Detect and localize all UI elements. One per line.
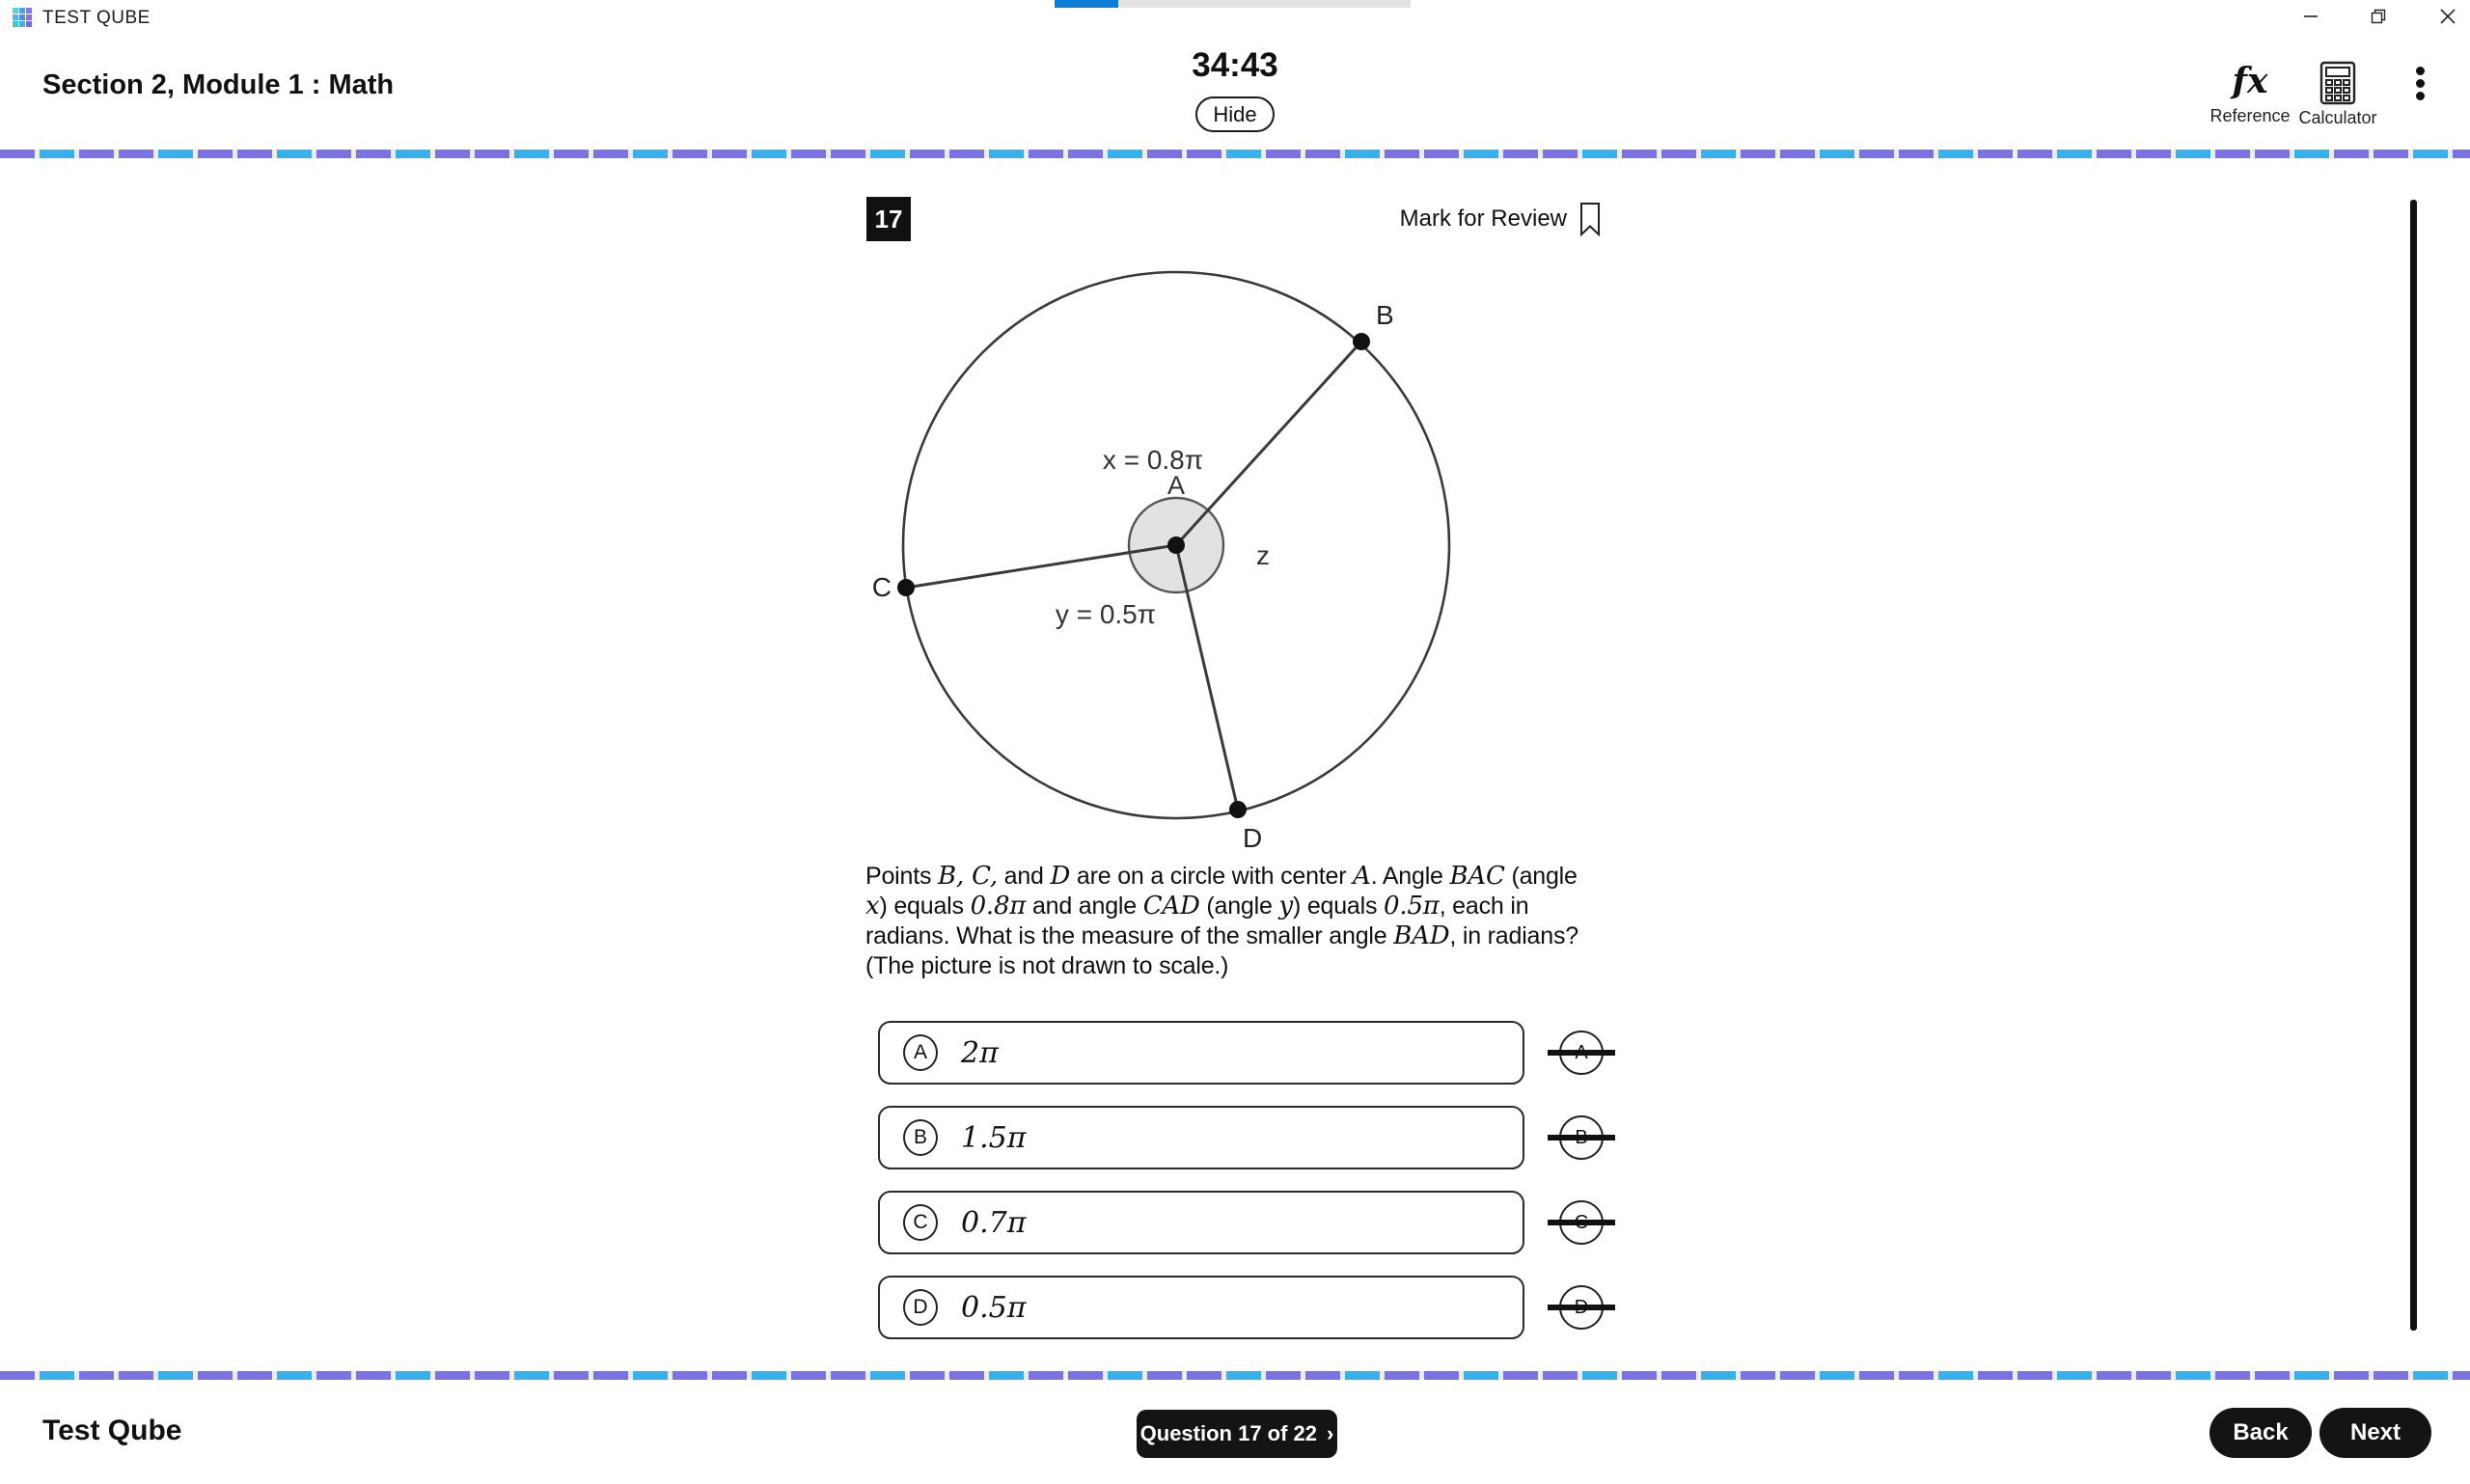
- load-progress-track: [1055, 0, 1411, 8]
- minimize-icon: [2302, 8, 2319, 25]
- timer: 34:43: [1192, 46, 1278, 84]
- circle-diagram: [857, 251, 1494, 876]
- load-progress-fill: [1055, 0, 1118, 8]
- answer-options: [878, 1021, 1615, 1339]
- answer-option[interactable]: [878, 1191, 1524, 1254]
- option-value: 0.7π: [961, 1205, 1027, 1240]
- bookmark-icon: [1578, 202, 1602, 236]
- footer-brand: Test Qube: [42, 1415, 182, 1446]
- app-title: TEST QUBE: [42, 8, 151, 28]
- header-dashed-divider: [0, 150, 2470, 158]
- restore-icon: [2370, 8, 2387, 25]
- strikeout-option-button[interactable]: [1548, 1026, 1615, 1080]
- label-b: B: [1376, 300, 1394, 330]
- label-a: A: [1166, 471, 1186, 500]
- option-value: 1.5π: [961, 1120, 1027, 1155]
- window-titlebar: [0, 0, 2470, 35]
- answer-option[interactable]: [878, 1276, 1524, 1339]
- strikeout-option-button[interactable]: [1548, 1195, 1615, 1250]
- option-letter-badge: D: [903, 1289, 938, 1326]
- calculator-button[interactable]: [2294, 60, 2381, 128]
- next-button[interactable]: Next: [2319, 1408, 2431, 1458]
- answer-option-row: [878, 1021, 1615, 1085]
- option-value: 2π: [961, 1035, 999, 1070]
- option-value: 0.5π: [961, 1290, 1027, 1325]
- footer-dashed-divider: [0, 1371, 2470, 1380]
- option-letter-badge: B: [903, 1119, 938, 1156]
- strikeout-line-icon: [1548, 1050, 1615, 1056]
- chevron-right-icon: ›: [1327, 1421, 1334, 1445]
- point-d: [1229, 801, 1247, 818]
- restore-button[interactable]: [2362, 2, 2395, 31]
- answer-option-row: [878, 1276, 1615, 1339]
- question-text: Points B, C, and D are on a circle with center A. Angle BAC (angle x) equals 0.8π and angle CAD (angle y) equals 0.5π, each in radians. What is the measure of the smaller angle BAD, in radians? (The picture is not drawn to scale.): [865, 862, 1578, 979]
- angle-z-label: z: [1256, 540, 1270, 570]
- strikeout-line-icon: [1548, 1135, 1615, 1140]
- question-number-badge: 17: [866, 197, 911, 241]
- option-letter-badge: C: [903, 1204, 938, 1241]
- strikeout-option-button[interactable]: [1548, 1280, 1615, 1334]
- section-title: Section 2, Module 1 : Math: [42, 69, 395, 100]
- close-button[interactable]: [2431, 2, 2464, 31]
- strikeout-line-icon: [1548, 1220, 1615, 1225]
- center-point-a: [1167, 536, 1185, 554]
- pager-label: Question 17 of 22: [1139, 1421, 1318, 1445]
- close-icon: [2439, 8, 2456, 25]
- answer-option-row: [878, 1191, 1615, 1254]
- back-button[interactable]: Back: [2209, 1408, 2312, 1458]
- point-c: [897, 579, 915, 596]
- answer-option[interactable]: [878, 1106, 1524, 1169]
- fx-reference-icon: fx: [2232, 61, 2268, 101]
- minimize-button[interactable]: [2294, 2, 2327, 31]
- angle-y-label: y = 0.5π: [1055, 599, 1157, 629]
- point-b: [1353, 333, 1370, 350]
- reference-label: Reference: [2209, 106, 2291, 125]
- kebab-menu-icon: [2416, 60, 2425, 106]
- scrollbar-thumb[interactable]: [2410, 200, 2417, 1331]
- mark-for-review-button[interactable]: [1370, 199, 1602, 239]
- answer-option[interactable]: [878, 1021, 1524, 1085]
- strikeout-line-icon: [1548, 1305, 1615, 1310]
- calculator-icon: [2319, 60, 2357, 106]
- question-pager-button[interactable]: [1137, 1410, 1337, 1458]
- label-d: D: [1243, 823, 1263, 853]
- answer-option-row: [878, 1106, 1615, 1169]
- angle-x-label: x = 0.8π: [1102, 445, 1204, 475]
- reference-button[interactable]: [2202, 58, 2298, 126]
- more-options-button[interactable]: [2391, 60, 2449, 106]
- option-letter-badge: A: [903, 1034, 938, 1071]
- app-cube-icon: [12, 7, 33, 28]
- strikeout-option-button[interactable]: [1548, 1111, 1615, 1165]
- mark-for-review-label: Mark for Review: [1399, 206, 1567, 232]
- label-c: C: [871, 572, 892, 602]
- calculator-label: Calculator: [2298, 108, 2377, 127]
- hide-timer-button[interactable]: Hide: [1195, 96, 1275, 132]
